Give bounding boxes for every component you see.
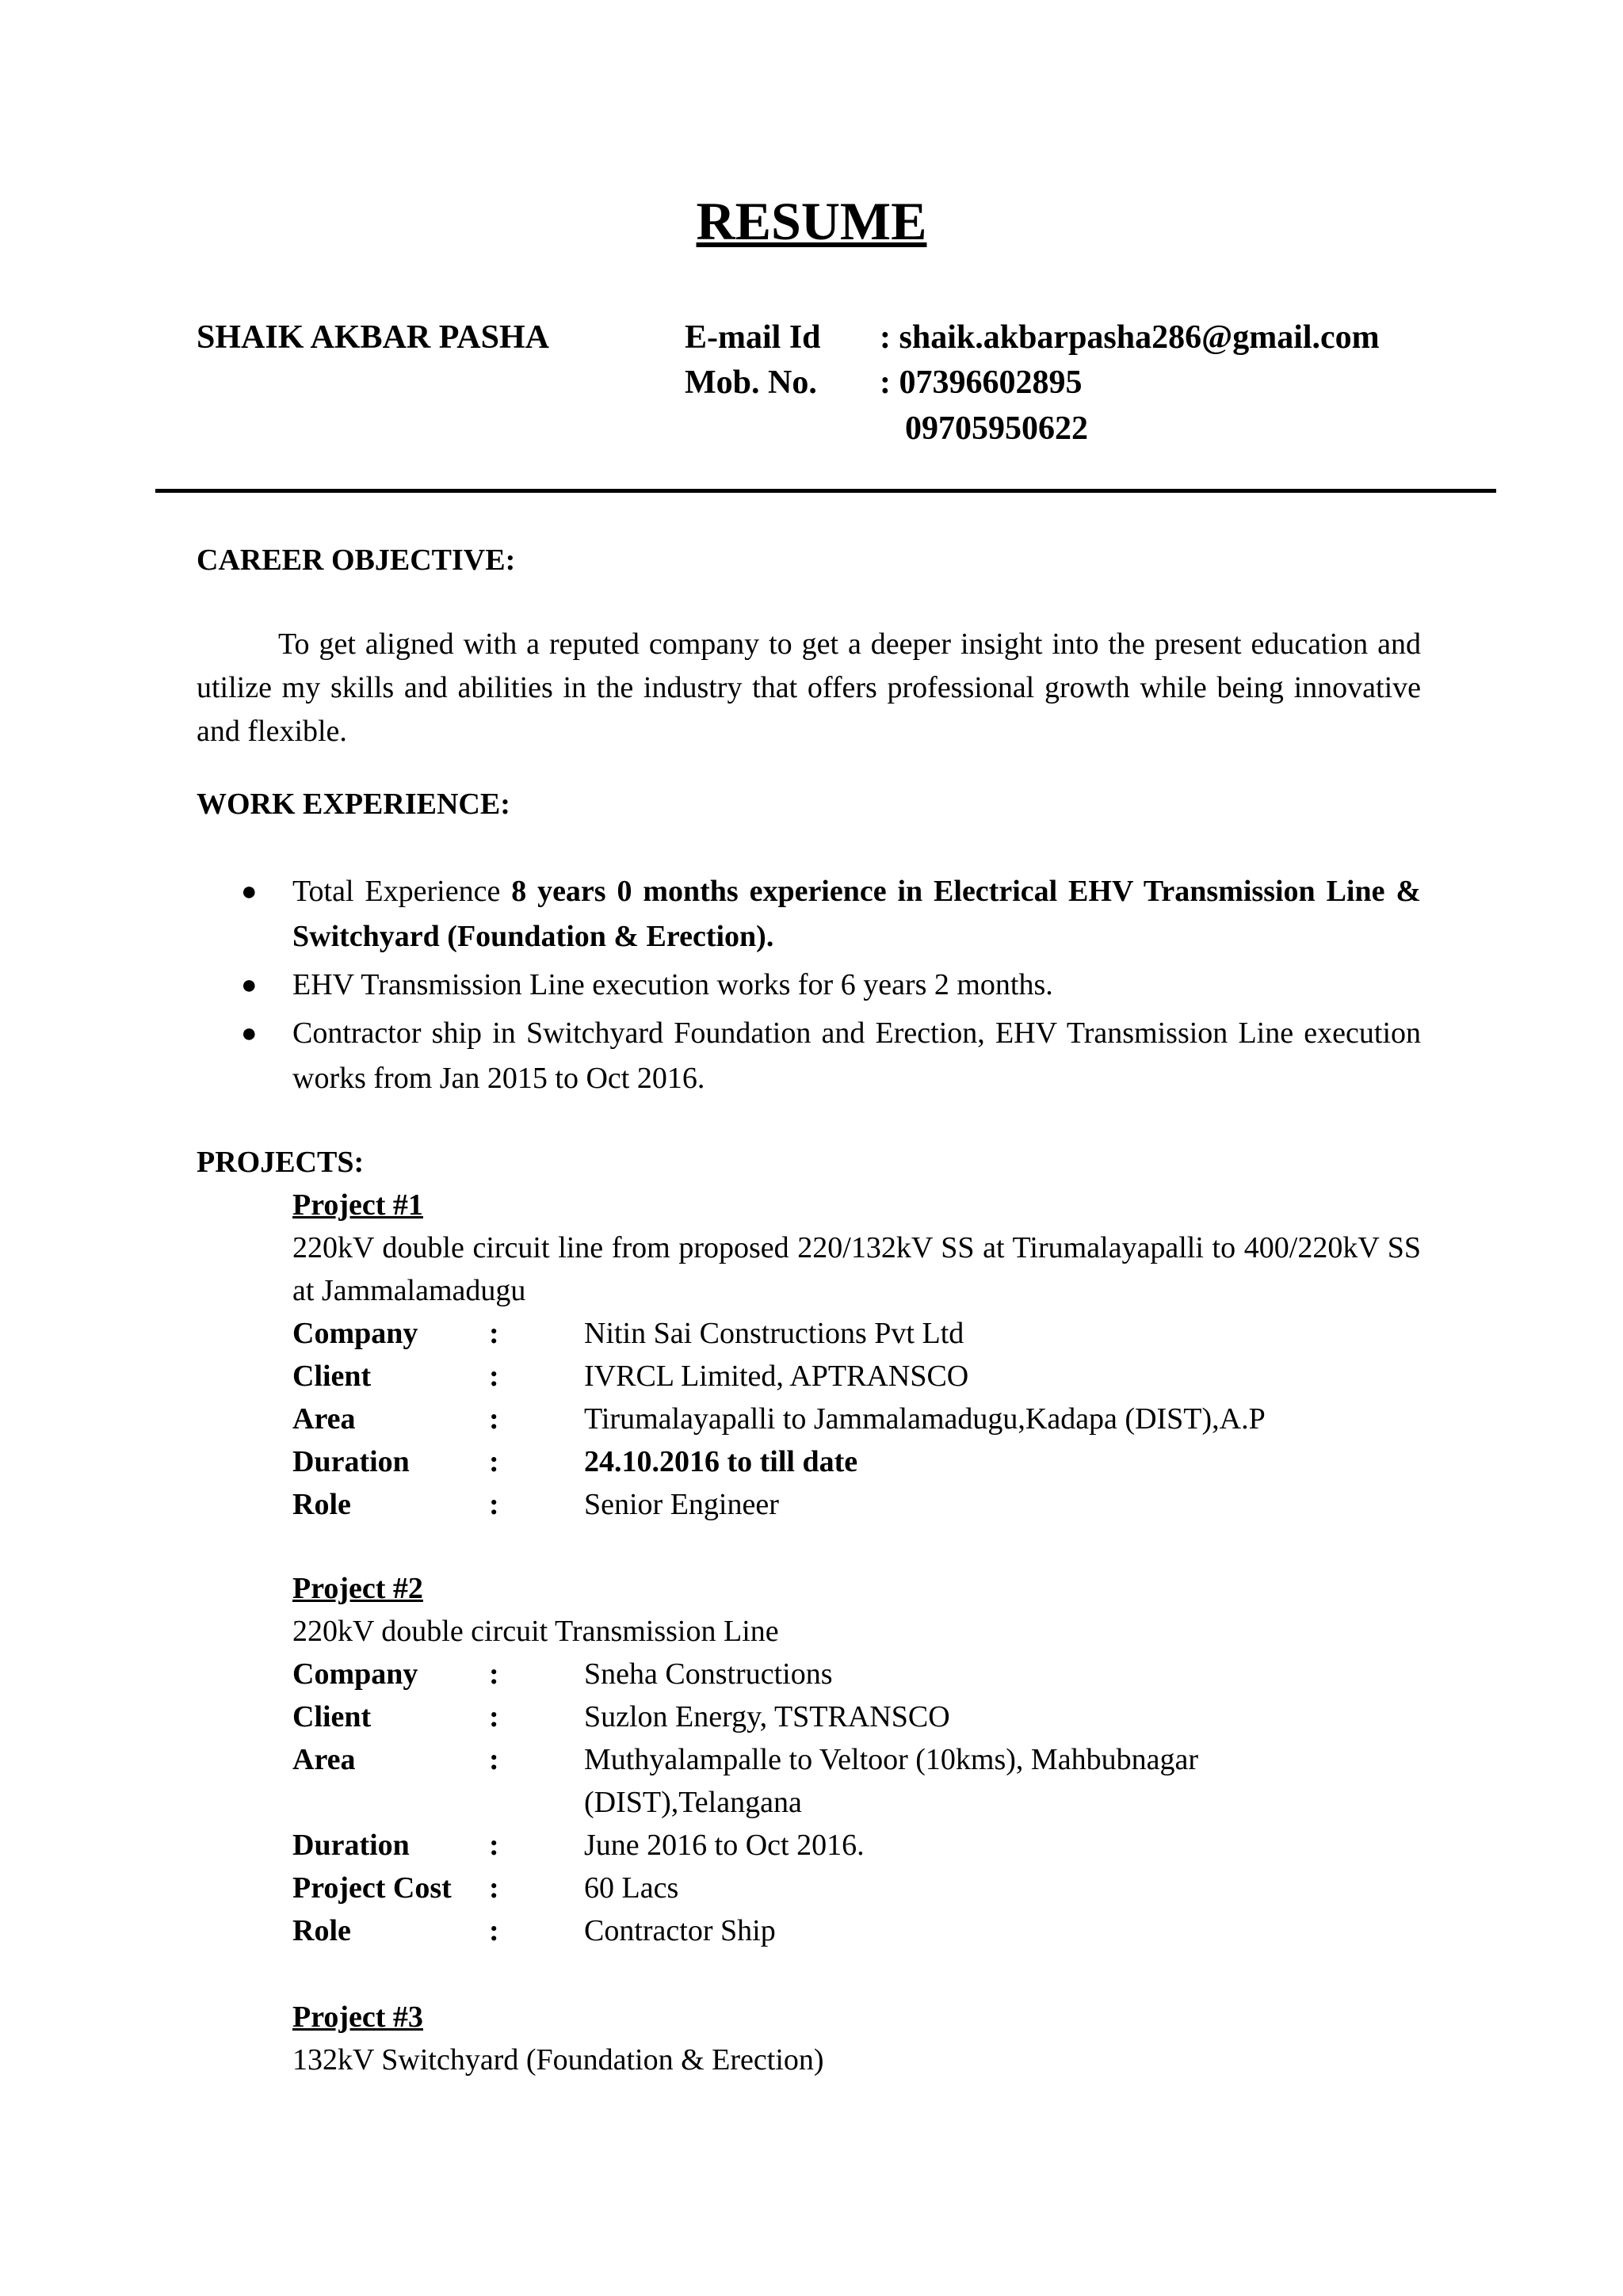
bullet-icon: ●: [241, 877, 258, 906]
field-label: Duration: [292, 1829, 410, 1862]
field-colon: :: [489, 1871, 499, 1905]
project-field-duration: [292, 1824, 1421, 1867]
project-field-duration: [292, 1440, 1421, 1483]
work-experience-heading: WORK EXPERIENCE:: [197, 788, 510, 821]
project-field-cost: [292, 1867, 1421, 1909]
field-colon: :: [489, 1445, 499, 1478]
field-label: Area: [292, 1402, 356, 1436]
field-label: Company: [292, 1657, 418, 1691]
project-description: 220kV double circuit line from proposed 220/132kV SS at Tirumalayapalli to 400/220kV SS at Jammalamadugu: [292, 1231, 1421, 1307]
field-colon: :: [489, 1317, 499, 1350]
work-experience-list: [197, 869, 1421, 1104]
field-label: Area: [292, 1743, 356, 1776]
field-label: Role: [292, 1488, 351, 1521]
field-value: Tirumalayapalli to Jammalamadugu,Kadapa (DIST),A.P: [584, 1402, 1266, 1436]
candidate-name: SHAIK AKBAR PASHA: [197, 319, 549, 356]
experience-total-detail: 8 years 0 months experience in Electrical EHV Transmission Line & Switchyard (Foundation & Erection).: [292, 875, 1421, 953]
experience-transmission: EHV Transmission Line execution works for 6 years 2 months.: [292, 968, 1053, 1001]
career-objective-text: To get aligned with a reputed company to get a deeper insight into the present education and utilize my skills and abilities in the industry that offers professional growth while being innovative and flexible.: [197, 627, 1421, 748]
field-value: Sneha Constructions: [584, 1657, 833, 1691]
project-field-company: [292, 1653, 1421, 1695]
field-label: Client: [292, 1700, 372, 1733]
field-colon: :: [489, 1657, 499, 1691]
experience-total-prefix: Total Experience: [292, 875, 512, 908]
project-field-role: [292, 1909, 1421, 1952]
field-value: 60 Lacs: [584, 1871, 679, 1905]
header-divider: [155, 489, 1496, 493]
project-field-client: [292, 1695, 1421, 1738]
project-description: 220kV double circuit Transmission Line: [292, 1615, 779, 1648]
field-value: Suzlon Energy, TSTRANSCO: [584, 1700, 950, 1733]
project-3: [292, 1996, 1421, 2081]
field-value: IVRCL Limited, APTRANSCO: [584, 1360, 969, 1393]
page-title: RESUME: [696, 191, 927, 251]
experience-contractor: Contractor ship in Switchyard Foundation and Erection, EHV Transmission Line execution works from Jan 2015 to Oct 2016.: [292, 1016, 1421, 1095]
mobile-label: Mob. No.: [685, 364, 817, 401]
field-value: Contractor Ship: [584, 1914, 776, 1947]
project-field-company: [292, 1312, 1421, 1355]
field-label: Client: [292, 1360, 372, 1393]
field-label: Role: [292, 1914, 351, 1947]
project-1: [292, 1184, 1421, 1526]
field-value: June 2016 to Oct 2016.: [584, 1829, 865, 1862]
field-colon: :: [489, 1700, 499, 1733]
project-title: Project #1: [292, 1188, 423, 1222]
field-value: 24.10.2016 to till date: [584, 1445, 858, 1478]
project-title: Project #3: [292, 2000, 423, 2034]
project-field-area: [292, 1398, 1421, 1440]
field-label: Project Cost: [292, 1871, 452, 1905]
mobile-value-secondary: 09705950622: [905, 410, 1088, 447]
field-colon: :: [489, 1360, 499, 1393]
field-colon: :: [489, 1743, 499, 1776]
field-colon: :: [489, 1829, 499, 1862]
field-colon: :: [489, 1402, 499, 1436]
field-value: Nitin Sai Constructions Pvt Ltd: [584, 1317, 964, 1350]
list-item: [197, 869, 1421, 959]
list-item: [197, 1011, 1421, 1101]
email-label: E-mail Id: [685, 319, 821, 356]
project-title: Project #2: [292, 1572, 423, 1605]
list-item: [197, 963, 1421, 1008]
field-colon: :: [489, 1488, 499, 1521]
career-objective-heading: CAREER OBJECTIVE:: [197, 543, 516, 577]
project-field-client: [292, 1355, 1421, 1398]
field-value: Senior Engineer: [584, 1488, 779, 1521]
mobile-value-primary: : 07396602895: [880, 364, 1083, 401]
project-field-area: [292, 1738, 1421, 1824]
field-value: Muthyalampalle to Veltoor (10kms), Mahbubnagar (DIST),Telangana: [584, 1743, 1198, 1819]
project-2: [292, 1567, 1421, 1952]
project-field-role: [292, 1483, 1421, 1526]
field-colon: :: [489, 1914, 499, 1947]
projects-heading: PROJECTS:: [197, 1146, 365, 1179]
project-description: 132kV Switchyard (Foundation & Erection): [292, 2043, 824, 2077]
field-label: Duration: [292, 1445, 410, 1478]
email-value: : shaik.akbarpasha286@gmail.com: [880, 319, 1380, 356]
field-label: Company: [292, 1317, 418, 1350]
bullet-icon: ●: [241, 971, 258, 1000]
bullet-icon: ●: [241, 1019, 258, 1048]
